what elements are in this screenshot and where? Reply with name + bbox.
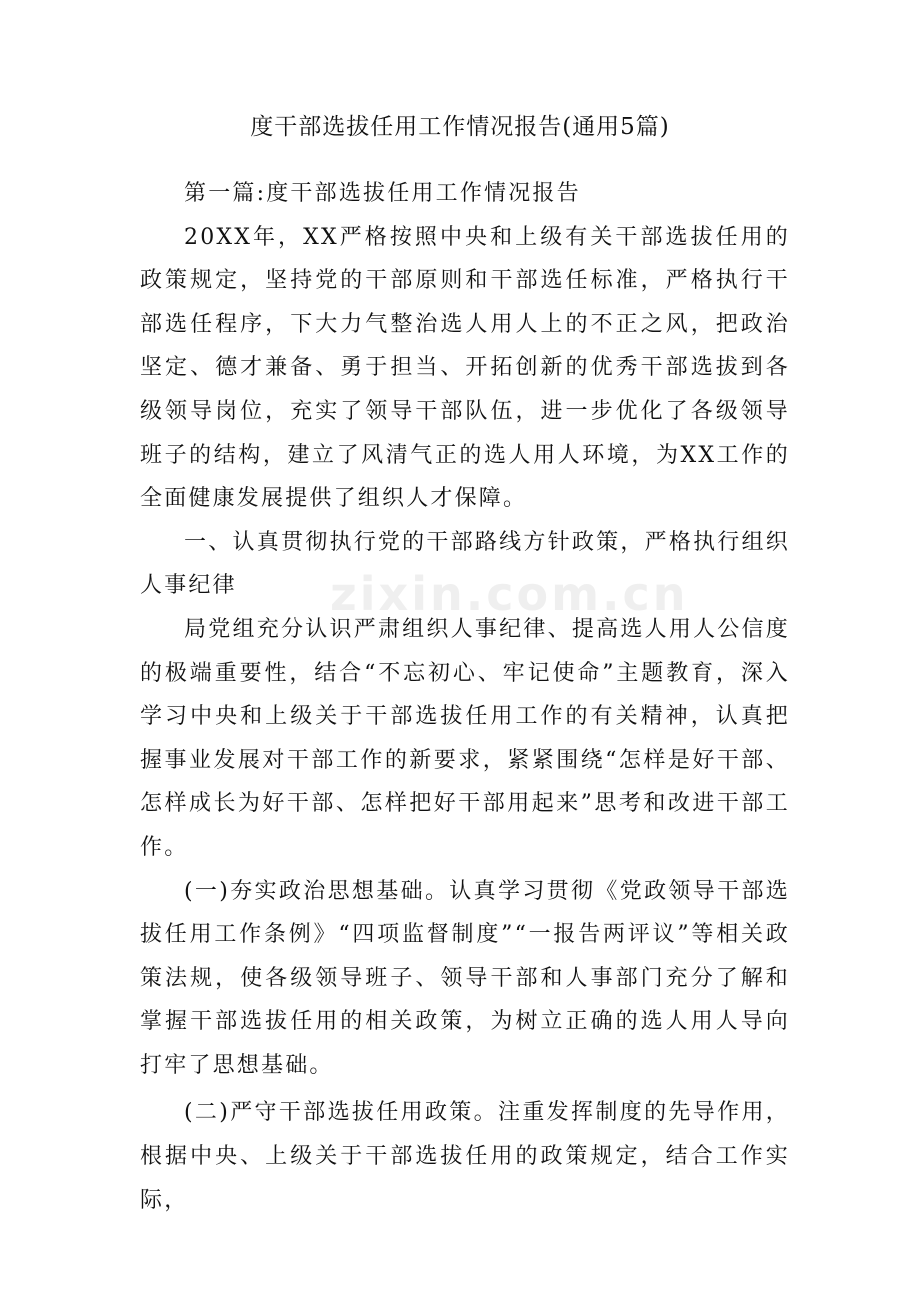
paragraph: 20XX年，XX严格按照中央和上级有关干部选拔任用的政策规定，坚持党的干部原则和干部选任标准，严格执行干部选任程序，下大力气整治选人用人上的不正之风，把政治坚定、德才兼备、勇于担当、开拓创新的优秀干部选拔到各级领导岗位，充实了领导干部队伍，进一步优化了各级领导班子的结构，建立了风清气正的选人用人环境，为XX工作的全面健康发展提供了组织人才保障。	[140, 224, 790, 512]
paragraph: (一)夯实政治思想基础。认真学习贯彻《党政领导干部选拔任用工作条例》“四项监督制度”“一报告两评议”等相关政策法规，使各级领导班子、领导干部和人事部门充分了解和掌握干部选拔任用的相关政策，为树立正确的选人用人导向打牢了思想基础。	[140, 878, 790, 1078]
watermark: zixin.com.cn	[330, 567, 689, 621]
subsection-heading: 一、认真贯彻执行党的干部路线方针政策，严格执行组织人事纪律	[140, 529, 790, 599]
document-title: 度干部选拔任用工作情况报告(通用5篇)	[250, 114, 670, 140]
document-body	[140, 172, 790, 1222]
section-heading: 第一篇:度干部选拔任用工作情况报告	[184, 181, 581, 206]
paragraph: (二)严守干部选拔任用政策。注重发挥制度的先导作用，根据中央、上级关于干部选拔任用的政策规定，结合工作实际，	[140, 1100, 790, 1213]
paragraph: 局党组充分认识严肃组织人事纪律、提高选人用人公信度的极端重要性，结合“不忘初心、牢记使命”主题教育，深入学习中央和上级关于干部选拔任用工作的有关精神，认真把握事业发展对干部工作的新要求，紧紧围绕“怎样是好干部、怎样成长为好干部、怎样把好干部用起来”思考和改进干部工作。	[140, 616, 790, 860]
